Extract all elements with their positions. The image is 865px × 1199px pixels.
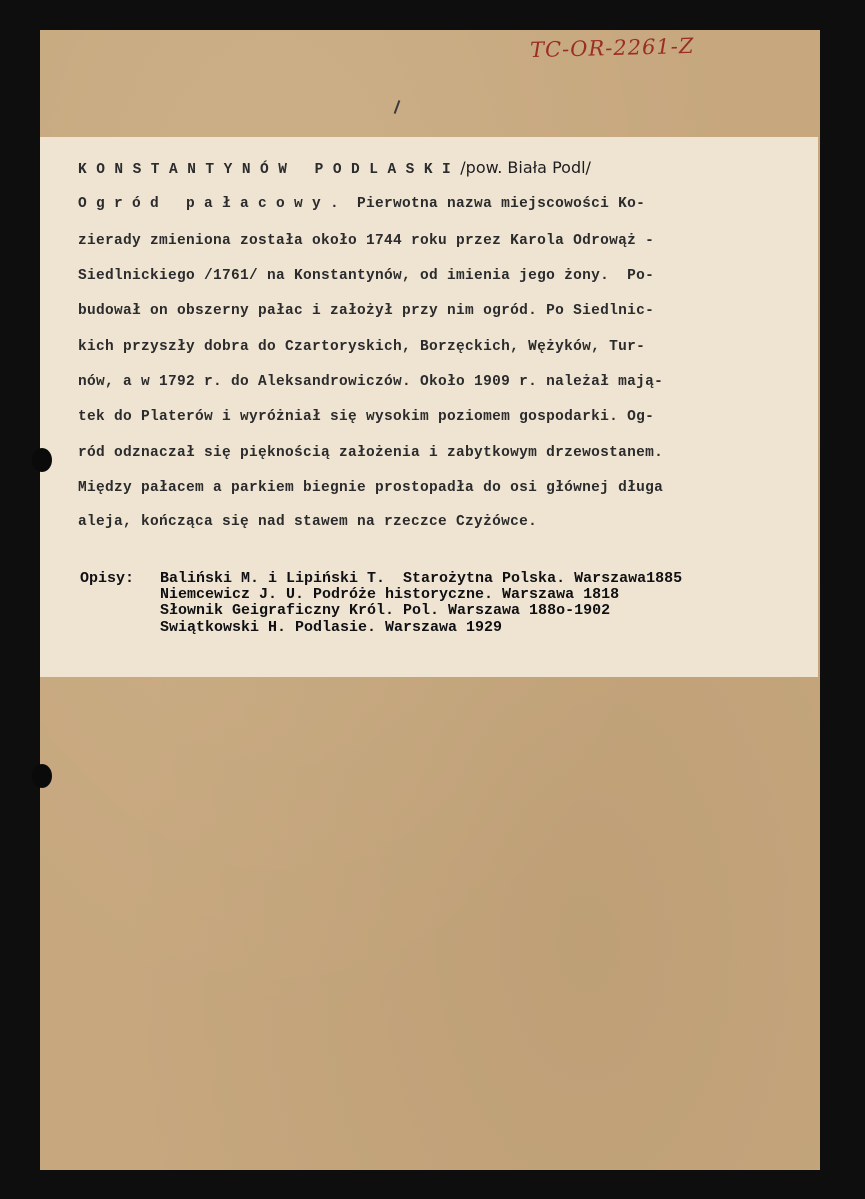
body-line: Siedlnickiego /1761/ na Konstantynów, od imienia jego żony. Po- — [78, 268, 655, 284]
catalog-number: TC-OR-2261-Z — [529, 33, 695, 63]
body-line: Między pałacem a parkiem biegnie prostopadła do osi głównej długa — [78, 480, 664, 496]
body-line: zierady zmieniona została około 1744 roku przez Karola Odrowąż - — [78, 233, 655, 249]
county-note: /pow. Biała Podl/ — [460, 158, 591, 177]
source-entry: Słownik Geigraficzny Król. Pol. Warszawa 188o-1902 — [160, 602, 611, 619]
body-line: budował on obszerny pałac i założył przy nim ogród. Po Siedlnic- — [78, 303, 655, 319]
body-line: kich przyszły dobra do Czartoryskich, Borzęckich, Wężyków, Tur- — [78, 339, 646, 355]
punch-hole — [32, 764, 52, 788]
source-entry: Niemcewicz J. U. Podróże historyczne. Warszawa 1818 — [160, 586, 620, 603]
body-line: aleja, kończąca się nad stawem na rzeczce Czyżówce. — [78, 514, 538, 530]
heading-line — [78, 160, 818, 178]
sources-label: Opisy: — [80, 570, 135, 587]
place-name: K O N S T A N T Y N Ó W P O D L A S K I — [78, 162, 452, 178]
punch-hole — [32, 448, 52, 472]
source-entry: Swiątkowski H. Podlasie. Warszawa 1929 — [160, 619, 503, 636]
source-entry: Baliński M. i Lipiński T. Starożytna Polska. Warszawa1885 — [160, 570, 683, 587]
body-line: ród odznaczał się pięknością założenia i zabytkowym drzewostanem. — [78, 445, 664, 461]
body-line: O g r ó d p a ł a c o w y . Pierwotna nazwa miejscowości Ko- — [78, 196, 646, 212]
body-line: tek do Platerów i wyróżniał się wysokim poziomem gospodarki. Og- — [78, 409, 655, 425]
body-line: nów, a w 1792 r. do Aleksandrowiczów. Około 1909 r. należał mają- — [78, 374, 664, 390]
